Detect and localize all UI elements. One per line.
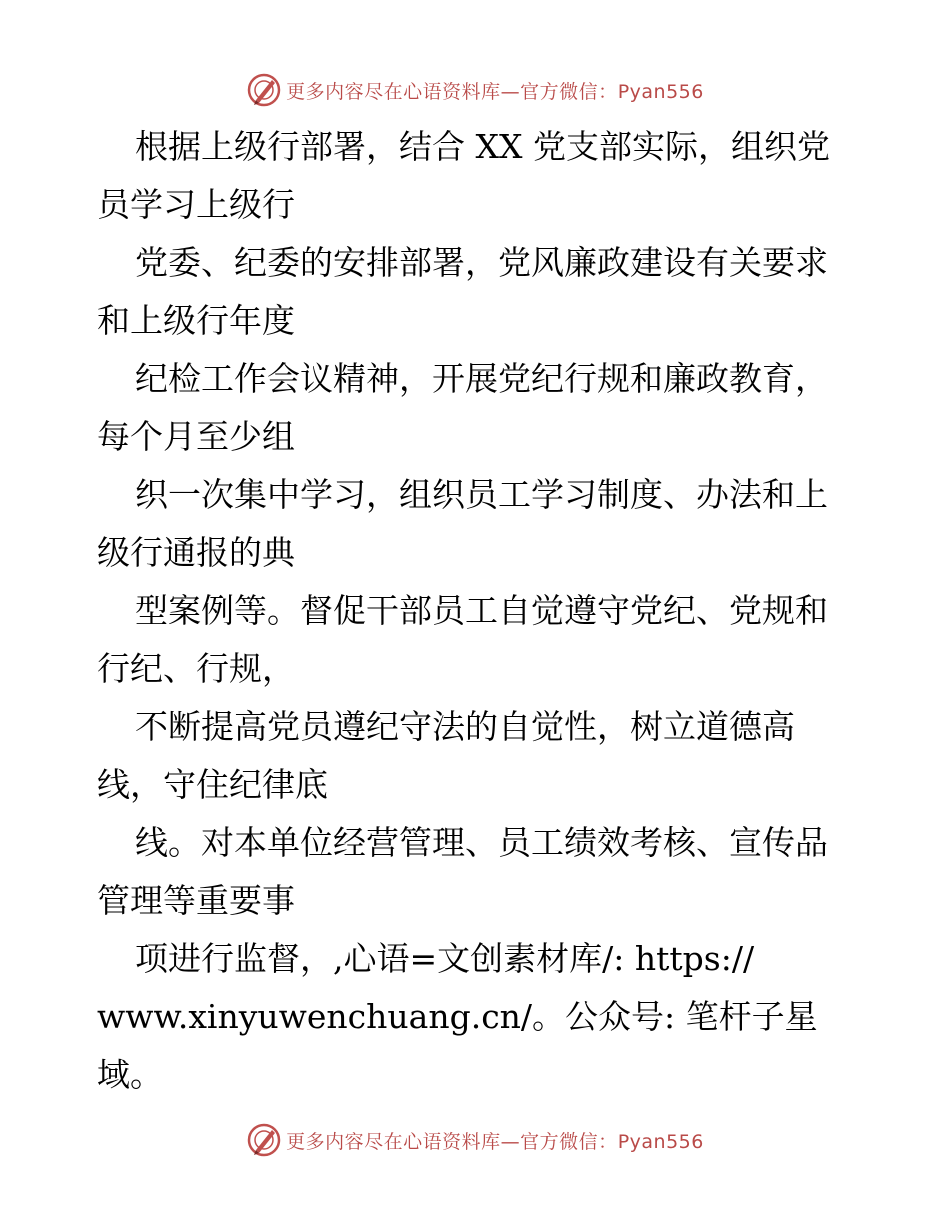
- paragraph: 根据上级行部署，结合 XX 党支部实际，组织党 员学习上级行: [97, 127, 830, 224]
- paragraph: 织一次集中学习，组织员工学习制度、办法和上 级行通报的典: [97, 475, 828, 572]
- banner-text: 更多内容尽在心语资料库—官方微信：Pyan556: [286, 1130, 704, 1153]
- paragraph: 项进行监督，,心语=文创素材库/: https:// www.xinyuwenchuang.cn/。公众号: 笔杆子星域。: [97, 939, 818, 1094]
- document-body: [97, 118, 857, 1104]
- paragraph: 型案例等。督促干部员工自觉遵守党纪、党规和 行纪、行规，: [97, 591, 828, 688]
- banner-text: 更多内容尽在心语资料库—官方微信：Pyan556: [286, 80, 704, 103]
- paragraph: 线。对本单位经营管理、员工绩效考核、宣传品 管理等重要事: [97, 823, 828, 920]
- header-banner: [0, 70, 950, 110]
- paragraph: 不断提高党员遵纪守法的自觉性，树立道德高 线，守住纪律底: [97, 707, 795, 804]
- paragraph: 纪检工作会议精神，开展党纪行规和廉政教育， 每个月至少组: [97, 359, 828, 456]
- pen-logo-icon: [246, 1122, 282, 1158]
- paragraph: 党委、纪委的安排部署，党风廉政建设有关要求 和上级行年度: [97, 243, 828, 340]
- pen-logo-icon: [246, 72, 282, 108]
- footer-banner: [0, 1120, 950, 1160]
